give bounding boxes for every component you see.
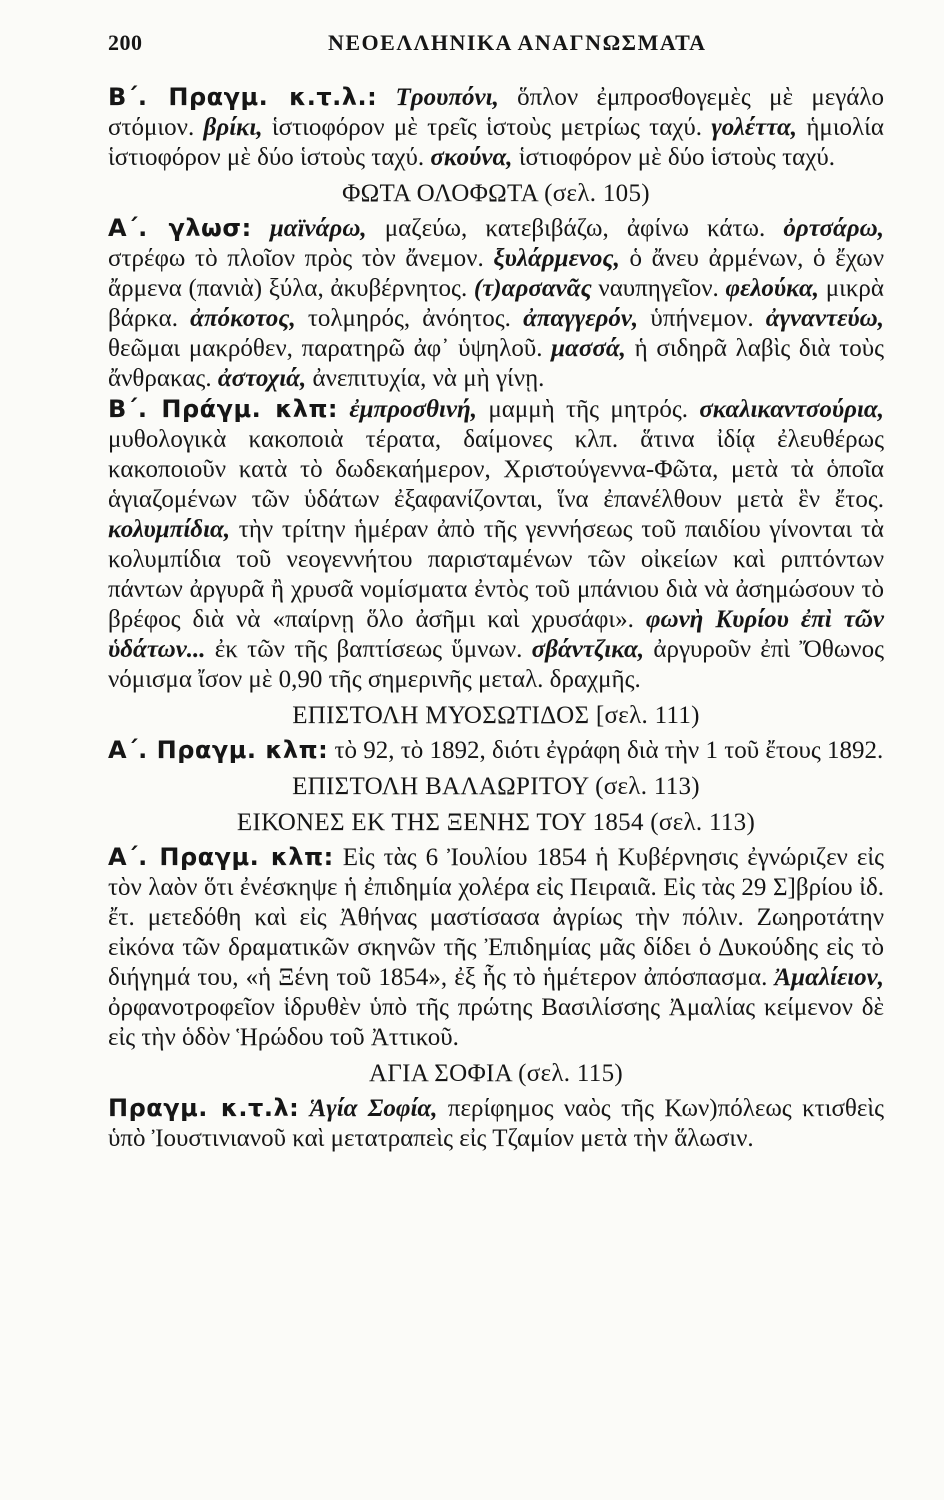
text-run: μυθολογικὰ κακοποιὰ τέρατα, δαίμονες κλπ. ἅτινα ἰδίᾳ ἐλευθέρως κακοποιοῦν κατὰ τὸ δωδεκαήμερον, Χριστούγεννα-Φῶτα, μετὰ τὰ ὁποῖα ἁγιαζομένων τῶν ὑδάτων ἐξαφανίζονται, ἵνα ἐπανέλθουν μετὰ ἓν ἔτος. xyxy=(108,426,884,513)
glossary-term: ἐμπροσθινή, xyxy=(349,396,478,423)
section-heading: ΕΠΙΣΤΟΛΗ ΜΥΟΣΩΤΙΔΟΣ [σελ. 111) xyxy=(292,702,700,729)
glossary-term: κολυμπίδια, xyxy=(108,516,231,543)
glossary-term: σκαλικαντσούρια, xyxy=(699,396,884,423)
text-run: μαμμὴ τῆς μητρός. xyxy=(477,396,700,423)
glossary-term: σβάντζικα, xyxy=(531,636,645,663)
glossary-term: ἀπαγγερόν, xyxy=(523,305,639,332)
text-run: τὴν τρίτην ἡμέραν ἀπὸ τῆς γεννήσεως τοῦ παιδίου γίνονται τὰ κολυμπίδια τοῦ νεογεννήτου παρισταμένων τῶν οἰκείων καὶ ριπτόντων πάντων ἀργυρᾶ ἢ χρυσᾶ νομίσματα ἐντὸς τοῦ μπάνιου διὰ νὰ ἀσημώσουν τὸ βρέφος διὰ νὰ «παίρνῃ ὅλο ἀσῆμι καὶ χρυσάφι». xyxy=(108,516,884,633)
glossary-term: ὀρτσάρω, xyxy=(783,215,884,242)
text-run: ὑπήνεμον. xyxy=(638,305,766,332)
text-run: τὸ 92, τὸ 1892, διότι ἐγράφη διὰ τὴν 1 τοῦ ἔτους 1892. xyxy=(328,737,884,764)
paragraph-hagia-sophia xyxy=(108,1093,884,1154)
text-run: μαζεύω, κατεβιβάζω, ἀφίνω κάτω. xyxy=(366,215,784,242)
text-run: ἀργυροῦν ἐπὶ Ὄθωνος νόμισμα ἴσον μὲ 0,90 τῆς σημερινῆς μεταλ. δραχμῆς. xyxy=(108,636,884,693)
glossary-term: Τρουπόνι, xyxy=(395,84,499,111)
section-heading: ΕΠΙΣΤΟΛΗ ΒΑΛΑΩΡΙΤΟΥ (σελ. 113) xyxy=(292,773,700,800)
paragraph-cholera-notes xyxy=(108,842,884,1053)
glossary-term: ἀγναντεύω, xyxy=(765,305,884,332)
text-run: ὁ ἄνευ ἀρμένων, ὁ ἔχων ἄρμενα (πανιὰ) ξύλα, ἀκυβέρνητος. xyxy=(108,245,885,302)
glossary-term: βρίκι, xyxy=(203,114,263,141)
glossary-term: γολέττα, xyxy=(711,114,798,141)
section-label: Β΄. Πράγμ. κλπ: xyxy=(108,395,339,423)
text-run: θεῶμαι μακρόθεν, παρατηρῶ ἀφ᾿ ὑψηλοῦ. xyxy=(108,335,552,362)
paragraph-customs-notes xyxy=(108,394,884,695)
section-heading: ΦΩΤΑ ΟΛΟΦΩΤΑ (σελ. 105) xyxy=(342,180,650,207)
section-label: Α΄. γλωσ: xyxy=(108,214,252,242)
paragraph-language-notes xyxy=(108,213,884,394)
text-run: ἡ σιδηρᾶ λαβὶς διὰ τοὺς ἄνθρακας. xyxy=(108,335,884,392)
glossary-term: σκούνα, xyxy=(430,144,513,171)
paragraph-letter-note xyxy=(108,735,884,766)
text-run: ἡμιολία ἱστιοφόρον μὲ δύο ἱστοὺς ταχύ. xyxy=(108,114,884,171)
text-run: ὅπλον ἐμπροσθογεμὲς μὲ μεγάλο στόμιον. xyxy=(108,84,884,141)
text-run: ἐκ τῶν τῆς βαπτίσεως ὕμνων. xyxy=(205,636,532,663)
running-title: ΝΕΟΕΛΛΗΝΙΚΑ ΑΝΑΓΝΩΣΜΑΤΑ xyxy=(328,30,707,55)
body-text xyxy=(108,82,884,1154)
text-run: Εἰς τὰς 6 Ἰουλίου 1854 ἡ Κυβέρνησις ἐγνώριζεν εἰς τὸν λαὸν ὅτι ἐνέσκηψε ἡ ἐπιδημία χολέρα εἰς Πειραιᾶ. Εἰς τὰς 29 Σ]βρίου ἰδ. ἔτ. μετεδόθη καὶ εἰς Ἀθήνας μαστίσασα ἀγρίως τὴν πόλιν. Ζωηροτάτην εἰκόνα τῶν δραματικῶν σκηνῶν τῆς Ἐπιδημίας μᾶς δίδει ὁ Δυκούδης εἰς τὸ διήγημά του, «ἡ Ξένη τοῦ 1854», ἐξ ἧς τὸ ἡμέτερον ἀπόσπασμα. xyxy=(108,844,884,991)
running-head xyxy=(108,30,884,70)
section-label: Β΄. Πραγμ. κ.τ.λ.: xyxy=(108,83,378,111)
section-heading: ΕΙΚΟΝΕΣ ΕΚ ΤΗΣ ΞΕΝΗΣ ΤΟΥ 1854 (σελ. 113) xyxy=(236,809,756,836)
glossary-term: ξυλάρμενος, xyxy=(493,245,620,272)
glossary-term: Ἁγία Σοφία, xyxy=(309,1095,438,1122)
glossary-term: ἀστοχιά, xyxy=(217,365,307,392)
paragraph-naval-terms xyxy=(108,82,884,173)
text-run: ἱστιοφόρον μὲ δύο ἱστοὺς ταχύ. xyxy=(512,144,835,171)
section-label: Α΄. Πραγμ. κλπ: xyxy=(108,736,329,764)
text-run: μικρὰ βάρκα. xyxy=(108,275,884,332)
text-run: τολμηρός, ἀνόητος. xyxy=(295,305,524,332)
glossary-term: φελούκα, xyxy=(725,275,820,302)
text-run xyxy=(377,84,395,111)
glossary-term: μασσά, xyxy=(551,335,626,362)
section-heading: ΑΓΙΑ ΣΟΦΙΑ (σελ. 115) xyxy=(368,1060,623,1087)
section-label: Α΄. Πραγμ. κλπ: xyxy=(108,843,334,871)
text-run: ἀνεπιτυχία, νὰ μὴ γίνῃ. xyxy=(306,365,545,392)
text-run: ναυπηγεῖον. xyxy=(591,275,726,302)
page-number: 200 xyxy=(108,30,143,55)
glossary-term: ἀπόκοτος, xyxy=(190,305,296,332)
text-run: στρέφω τὸ πλοῖον πρὸς τὸν ἄνεμον. xyxy=(108,245,494,272)
section-label: Πραγμ. κ.τ.λ: xyxy=(108,1094,300,1122)
text-run: ἱστιοφόρον μὲ τρεῖς ἱστοὺς μετρίως ταχύ. xyxy=(262,114,712,141)
text-run: ὀρφανοτροφεῖον ἱδρυθὲν ὑπὸ τῆς πρώτης Βασιλίσσης Ἀμαλίας κείμενον δὲ εἰς τὴν ὁδὸν Ἡρώδου τοῦ Ἀττικοῦ. xyxy=(108,994,884,1051)
glossary-term: μαϊνάρω, xyxy=(269,215,367,242)
glossary-term: Ἀμαλίειον, xyxy=(774,964,884,991)
text-run: περίφημος ναὸς τῆς Κων)πόλεως κτισθεὶς ὑπὸ Ἰουστινιανοῦ καὶ μετατραπεὶς εἰς Τζαμίον μετὰ τὴν ἅλωσιν. xyxy=(108,1095,885,1152)
glossary-term: φωνὴ Κυρίου ἐπὶ τῶν ὑδάτων... xyxy=(108,606,885,663)
glossary-term: (τ)αρσανᾶς xyxy=(473,275,592,302)
